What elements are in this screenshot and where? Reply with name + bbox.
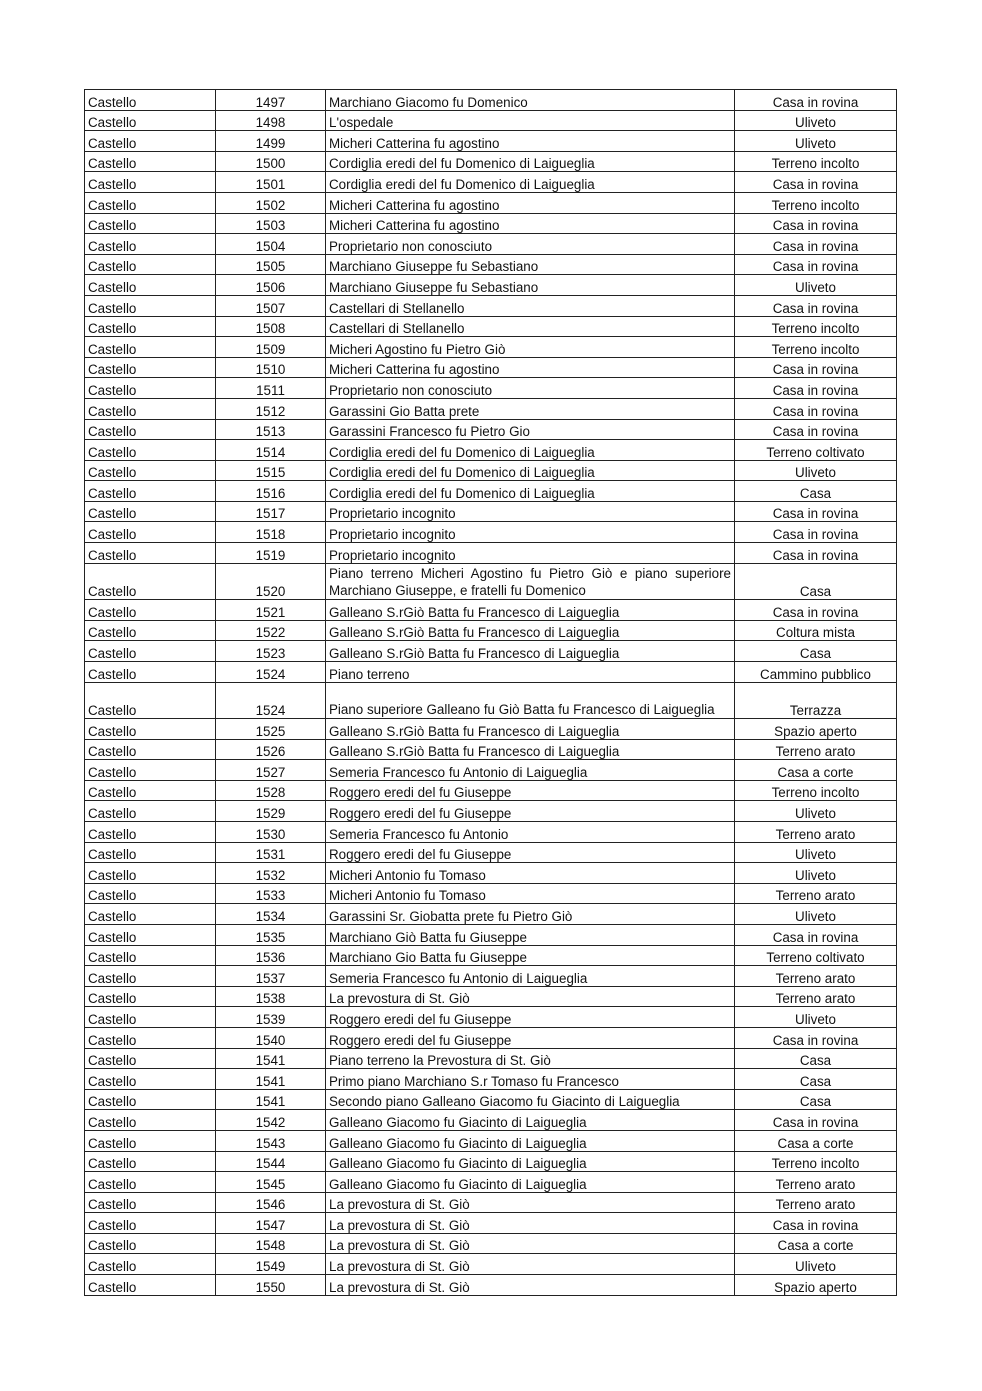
land-use-cell: Terreno incolto bbox=[735, 780, 897, 801]
table-row bbox=[85, 337, 897, 358]
parcel-number-cell: 1508 bbox=[216, 316, 326, 337]
location-cell: Castello bbox=[85, 1007, 216, 1028]
location-cell: Castello bbox=[85, 966, 216, 987]
table-row bbox=[85, 739, 897, 760]
parcel-number-cell: 1500 bbox=[216, 151, 326, 172]
land-use-cell: Uliveto bbox=[735, 110, 897, 131]
location-cell: Castello bbox=[85, 234, 216, 255]
land-use-cell: Uliveto bbox=[735, 131, 897, 152]
parcel-number-cell: 1531 bbox=[216, 842, 326, 863]
parcel-number-cell: 1522 bbox=[216, 620, 326, 641]
table-row bbox=[85, 1275, 897, 1296]
table-row bbox=[85, 1069, 897, 1090]
location-cell: Castello bbox=[85, 1027, 216, 1048]
table-row bbox=[85, 801, 897, 822]
table-row bbox=[85, 254, 897, 275]
location-cell: Castello bbox=[85, 863, 216, 884]
land-use-cell: Casa in rovina bbox=[735, 1110, 897, 1131]
parcel-number-cell: 1511 bbox=[216, 378, 326, 399]
owner-cell: Garassini Francesco fu Pietro Gio bbox=[326, 419, 735, 440]
table-row bbox=[85, 682, 897, 719]
location-cell: Castello bbox=[85, 1213, 216, 1234]
land-use-cell: Casa in rovina bbox=[735, 378, 897, 399]
parcel-number-cell: 1521 bbox=[216, 600, 326, 621]
table-row bbox=[85, 842, 897, 863]
table-row bbox=[85, 966, 897, 987]
table-row bbox=[85, 90, 897, 111]
land-use-cell: Casa bbox=[735, 641, 897, 662]
parcel-number-cell: 1532 bbox=[216, 863, 326, 884]
owner-cell: Marchiano Giò Batta fu Giuseppe bbox=[326, 924, 735, 945]
location-cell: Castello bbox=[85, 1130, 216, 1151]
parcel-number-cell: 1506 bbox=[216, 275, 326, 296]
table-row bbox=[85, 563, 897, 600]
table-row bbox=[85, 600, 897, 621]
location-cell: Castello bbox=[85, 1192, 216, 1213]
location-cell: Castello bbox=[85, 398, 216, 419]
location-cell: Castello bbox=[85, 1048, 216, 1069]
land-use-cell: Terreno arato bbox=[735, 739, 897, 760]
owner-cell: La prevostura di St. Giò bbox=[326, 1213, 735, 1234]
location-cell: Castello bbox=[85, 620, 216, 641]
land-use-cell: Casa a corte bbox=[735, 1233, 897, 1254]
land-use-cell: Casa in rovina bbox=[735, 398, 897, 419]
land-use-cell: Terreno arato bbox=[735, 986, 897, 1007]
land-use-cell: Casa in rovina bbox=[735, 234, 897, 255]
owner-cell: Semeria Francesco fu Antonio di Laigueglia bbox=[326, 966, 735, 987]
land-use-cell: Casa in rovina bbox=[735, 419, 897, 440]
location-cell: Castello bbox=[85, 192, 216, 213]
table-row bbox=[85, 760, 897, 781]
land-use-cell: Casa a corte bbox=[735, 760, 897, 781]
table-row bbox=[85, 822, 897, 843]
location-cell: Castello bbox=[85, 1275, 216, 1296]
owner-cell: Roggero eredi del fu Giuseppe bbox=[326, 780, 735, 801]
location-cell: Castello bbox=[85, 739, 216, 760]
land-use-cell: Casa in rovina bbox=[735, 254, 897, 275]
land-use-cell: Uliveto bbox=[735, 904, 897, 925]
location-cell: Castello bbox=[85, 1151, 216, 1172]
land-use-cell: Terreno coltivato bbox=[735, 945, 897, 966]
parcel-number-cell: 1541 bbox=[216, 1069, 326, 1090]
table-row bbox=[85, 151, 897, 172]
parcel-number-cell: 1537 bbox=[216, 966, 326, 987]
land-use-cell: Uliveto bbox=[735, 842, 897, 863]
table-row bbox=[85, 904, 897, 925]
owner-cell: Micheri Antonio fu Tomaso bbox=[326, 863, 735, 884]
land-use-cell: Casa a corte bbox=[735, 1130, 897, 1151]
location-cell: Castello bbox=[85, 883, 216, 904]
location-cell: Castello bbox=[85, 986, 216, 1007]
parcel-number-cell: 1514 bbox=[216, 440, 326, 461]
location-cell: Castello bbox=[85, 945, 216, 966]
table-row bbox=[85, 945, 897, 966]
land-use-cell: Uliveto bbox=[735, 1007, 897, 1028]
owner-cell: Galleano Giacomo fu Giacinto di Laigueglia bbox=[326, 1151, 735, 1172]
owner-cell: Garassini Gio Batta prete bbox=[326, 398, 735, 419]
owner-cell: Micheri Agostino fu Pietro Giò bbox=[326, 337, 735, 358]
land-use-cell: Terreno arato bbox=[735, 1192, 897, 1213]
table-row bbox=[85, 192, 897, 213]
owner-cell: Piano terreno bbox=[326, 661, 735, 682]
parcel-number-cell: 1528 bbox=[216, 780, 326, 801]
parcel-number-cell: 1539 bbox=[216, 1007, 326, 1028]
parcel-number-cell: 1513 bbox=[216, 419, 326, 440]
location-cell: Castello bbox=[85, 1089, 216, 1110]
land-use-cell: Casa in rovina bbox=[735, 295, 897, 316]
owner-cell: La prevostura di St. Giò bbox=[326, 1233, 735, 1254]
location-cell: Castello bbox=[85, 682, 216, 719]
land-use-cell: Terreno arato bbox=[735, 822, 897, 843]
parcel-number-cell: 1517 bbox=[216, 501, 326, 522]
table-row bbox=[85, 1172, 897, 1193]
table-row bbox=[85, 986, 897, 1007]
land-use-cell: Terreno coltivato bbox=[735, 440, 897, 461]
owner-cell: Marchiano Gio Batta fu Giuseppe bbox=[326, 945, 735, 966]
parcel-number-cell: 1512 bbox=[216, 398, 326, 419]
owner-cell: Marchiano Giuseppe fu Sebastiano bbox=[326, 275, 735, 296]
owner-cell: Roggero eredi del fu Giuseppe bbox=[326, 1007, 735, 1028]
table-row bbox=[85, 275, 897, 296]
land-use-cell: Uliveto bbox=[735, 1254, 897, 1275]
table-row bbox=[85, 501, 897, 522]
land-use-cell: Casa bbox=[735, 1089, 897, 1110]
location-cell: Castello bbox=[85, 543, 216, 564]
owner-cell: La prevostura di St. Giò bbox=[326, 986, 735, 1007]
table-row bbox=[85, 1213, 897, 1234]
parcel-number-cell: 1533 bbox=[216, 883, 326, 904]
land-use-cell: Casa in rovina bbox=[735, 600, 897, 621]
owner-cell: Marchiano Giuseppe fu Sebastiano bbox=[326, 254, 735, 275]
owner-cell: Cordiglia eredi del fu Domenico di Laigueglia bbox=[326, 481, 735, 502]
land-use-cell: Casa in rovina bbox=[735, 1213, 897, 1234]
land-use-cell: Casa in rovina bbox=[735, 1027, 897, 1048]
owner-cell: Micheri Catterina fu agostino bbox=[326, 131, 735, 152]
location-cell: Castello bbox=[85, 440, 216, 461]
table-row bbox=[85, 357, 897, 378]
table-row bbox=[85, 131, 897, 152]
location-cell: Castello bbox=[85, 90, 216, 111]
parcel-number-cell: 1503 bbox=[216, 213, 326, 234]
owner-cell: Semeria Francesco fu Antonio di Laigueglia bbox=[326, 760, 735, 781]
table-row bbox=[85, 620, 897, 641]
parcel-number-cell: 1507 bbox=[216, 295, 326, 316]
land-use-cell: Spazio aperto bbox=[735, 1275, 897, 1296]
owner-cell: Galleano S.rGiò Batta fu Francesco di Laigueglia bbox=[326, 739, 735, 760]
owner-cell: Micheri Antonio fu Tomaso bbox=[326, 883, 735, 904]
table-row bbox=[85, 641, 897, 662]
land-use-cell: Terreno incolto bbox=[735, 192, 897, 213]
land-use-cell: Terreno incolto bbox=[735, 151, 897, 172]
table-row bbox=[85, 378, 897, 399]
location-cell: Castello bbox=[85, 316, 216, 337]
location-cell: Castello bbox=[85, 172, 216, 193]
owner-cell: Cordiglia eredi del fu Domenico di Laigueglia bbox=[326, 172, 735, 193]
owner-cell: Galleano Giacomo fu Giacinto di Laigueglia bbox=[326, 1172, 735, 1193]
parcel-number-cell: 1543 bbox=[216, 1130, 326, 1151]
table-row bbox=[85, 883, 897, 904]
parcel-number-cell: 1550 bbox=[216, 1275, 326, 1296]
owner-cell: Piano superiore Galleano fu Giò Batta fu Francesco di Laigueglia bbox=[326, 682, 735, 719]
parcel-number-cell: 1536 bbox=[216, 945, 326, 966]
owner-cell: Proprietario non conosciuto bbox=[326, 378, 735, 399]
owner-cell: Roggero eredi del fu Giuseppe bbox=[326, 842, 735, 863]
land-use-cell: Terreno arato bbox=[735, 883, 897, 904]
owner-cell: Galleano S.rGiò Batta fu Francesco di Laigueglia bbox=[326, 719, 735, 740]
owner-cell: La prevostura di St. Giò bbox=[326, 1192, 735, 1213]
table-row bbox=[85, 1027, 897, 1048]
owner-cell: Semeria Francesco fu Antonio bbox=[326, 822, 735, 843]
owner-cell: Garassini Sr. Giobatta prete fu Pietro Giò bbox=[326, 904, 735, 925]
owner-cell: Galleano Giacomo fu Giacinto di Laigueglia bbox=[326, 1130, 735, 1151]
parcel-number-cell: 1524 bbox=[216, 661, 326, 682]
table-row bbox=[85, 460, 897, 481]
parcel-number-cell: 1544 bbox=[216, 1151, 326, 1172]
location-cell: Castello bbox=[85, 1069, 216, 1090]
owner-cell: Primo piano Marchiano S.r Tomaso fu Francesco bbox=[326, 1069, 735, 1090]
land-use-cell: Coltura mista bbox=[735, 620, 897, 641]
table-row bbox=[85, 780, 897, 801]
land-use-cell: Casa in rovina bbox=[735, 172, 897, 193]
table-row bbox=[85, 172, 897, 193]
land-use-cell: Casa bbox=[735, 1069, 897, 1090]
land-use-cell: Casa in rovina bbox=[735, 90, 897, 111]
parcel-number-cell: 1534 bbox=[216, 904, 326, 925]
parcel-number-cell: 1502 bbox=[216, 192, 326, 213]
land-use-cell: Casa in rovina bbox=[735, 543, 897, 564]
parcel-number-cell: 1542 bbox=[216, 1110, 326, 1131]
owner-cell: Castellari di Stellanello bbox=[326, 295, 735, 316]
location-cell: Castello bbox=[85, 501, 216, 522]
table-row bbox=[85, 110, 897, 131]
owner-cell: Galleano S.rGiò Batta fu Francesco di Laigueglia bbox=[326, 620, 735, 641]
table-row bbox=[85, 1048, 897, 1069]
location-cell: Castello bbox=[85, 904, 216, 925]
owner-cell: L'ospedale bbox=[326, 110, 735, 131]
table-row bbox=[85, 1254, 897, 1275]
parcel-number-cell: 1504 bbox=[216, 234, 326, 255]
table-row bbox=[85, 1192, 897, 1213]
table-body bbox=[85, 90, 897, 1296]
parcel-number-cell: 1541 bbox=[216, 1048, 326, 1069]
location-cell: Castello bbox=[85, 378, 216, 399]
location-cell: Castello bbox=[85, 924, 216, 945]
location-cell: Castello bbox=[85, 110, 216, 131]
table-row bbox=[85, 1233, 897, 1254]
land-use-cell: Casa bbox=[735, 481, 897, 502]
location-cell: Castello bbox=[85, 460, 216, 481]
location-cell: Castello bbox=[85, 254, 216, 275]
location-cell: Castello bbox=[85, 1254, 216, 1275]
table-row bbox=[85, 661, 897, 682]
owner-cell: Piano terreno Micheri Agostino fu Pietro Giò e piano superiore Marchiano Giuseppe, e fratelli fu Domenico bbox=[326, 563, 735, 600]
land-use-cell: Uliveto bbox=[735, 863, 897, 884]
parcel-number-cell: 1530 bbox=[216, 822, 326, 843]
land-use-cell: Casa in rovina bbox=[735, 357, 897, 378]
land-use-cell: Uliveto bbox=[735, 460, 897, 481]
table-row bbox=[85, 234, 897, 255]
owner-cell: Secondo piano Galleano Giacomo fu Giacinto di Laigueglia bbox=[326, 1089, 735, 1110]
table-row bbox=[85, 295, 897, 316]
owner-cell: Proprietario non conosciuto bbox=[326, 234, 735, 255]
location-cell: Castello bbox=[85, 481, 216, 502]
parcel-number-cell: 1499 bbox=[216, 131, 326, 152]
parcel-number-cell: 1519 bbox=[216, 543, 326, 564]
parcel-number-cell: 1498 bbox=[216, 110, 326, 131]
owner-cell: Proprietario incognito bbox=[326, 522, 735, 543]
land-use-cell: Casa in rovina bbox=[735, 501, 897, 522]
location-cell: Castello bbox=[85, 1110, 216, 1131]
location-cell: Castello bbox=[85, 822, 216, 843]
parcel-number-cell: 1526 bbox=[216, 739, 326, 760]
owner-cell: Proprietario incognito bbox=[326, 543, 735, 564]
location-cell: Castello bbox=[85, 1172, 216, 1193]
land-use-cell: Casa in rovina bbox=[735, 522, 897, 543]
table-row bbox=[85, 481, 897, 502]
land-use-cell: Casa bbox=[735, 1048, 897, 1069]
owner-cell: Castellari di Stellanello bbox=[326, 316, 735, 337]
parcel-number-cell: 1515 bbox=[216, 460, 326, 481]
owner-cell: Galleano S.rGiò Batta fu Francesco di Laigueglia bbox=[326, 641, 735, 662]
table-row bbox=[85, 213, 897, 234]
parcel-number-cell: 1518 bbox=[216, 522, 326, 543]
table-row bbox=[85, 316, 897, 337]
land-use-cell: Casa in rovina bbox=[735, 213, 897, 234]
owner-cell: Cordiglia eredi del fu Domenico di Laigueglia bbox=[326, 460, 735, 481]
table-row bbox=[85, 440, 897, 461]
land-use-cell: Cammino pubblico bbox=[735, 661, 897, 682]
land-use-cell: Terreno arato bbox=[735, 1172, 897, 1193]
owner-cell: Marchiano Giacomo fu Domenico bbox=[326, 90, 735, 111]
owner-cell: Micheri Catterina fu agostino bbox=[326, 357, 735, 378]
land-use-cell: Terreno arato bbox=[735, 966, 897, 987]
location-cell: Castello bbox=[85, 719, 216, 740]
owner-cell: Galleano S.rGiò Batta fu Francesco di Laigueglia bbox=[326, 600, 735, 621]
location-cell: Castello bbox=[85, 563, 216, 600]
table-row bbox=[85, 522, 897, 543]
land-use-cell: Uliveto bbox=[735, 275, 897, 296]
parcel-number-cell: 1547 bbox=[216, 1213, 326, 1234]
table-row bbox=[85, 1110, 897, 1131]
table-row bbox=[85, 863, 897, 884]
location-cell: Castello bbox=[85, 151, 216, 172]
table-row bbox=[85, 1089, 897, 1110]
parcel-number-cell: 1497 bbox=[216, 90, 326, 111]
parcel-number-cell: 1524 bbox=[216, 682, 326, 719]
table-row bbox=[85, 1151, 897, 1172]
parcel-number-cell: 1535 bbox=[216, 924, 326, 945]
parcel-number-cell: 1523 bbox=[216, 641, 326, 662]
parcel-number-cell: 1520 bbox=[216, 563, 326, 600]
parcel-number-cell: 1545 bbox=[216, 1172, 326, 1193]
location-cell: Castello bbox=[85, 661, 216, 682]
location-cell: Castello bbox=[85, 522, 216, 543]
parcel-number-cell: 1546 bbox=[216, 1192, 326, 1213]
owner-cell: Cordiglia eredi del fu Domenico di Laigueglia bbox=[326, 151, 735, 172]
parcel-number-cell: 1527 bbox=[216, 760, 326, 781]
location-cell: Castello bbox=[85, 641, 216, 662]
owner-cell: Galleano Giacomo fu Giacinto di Laigueglia bbox=[326, 1110, 735, 1131]
owner-cell: Piano terreno la Prevostura di St. Giò bbox=[326, 1048, 735, 1069]
owner-cell: Roggero eredi del fu Giuseppe bbox=[326, 1027, 735, 1048]
location-cell: Castello bbox=[85, 780, 216, 801]
land-use-cell: Terreno incolto bbox=[735, 1151, 897, 1172]
parcel-number-cell: 1516 bbox=[216, 481, 326, 502]
parcel-number-cell: 1538 bbox=[216, 986, 326, 1007]
location-cell: Castello bbox=[85, 357, 216, 378]
owner-cell: Cordiglia eredi del fu Domenico di Laigueglia bbox=[326, 440, 735, 461]
location-cell: Castello bbox=[85, 419, 216, 440]
land-use-cell: Terreno incolto bbox=[735, 337, 897, 358]
land-use-cell: Spazio aperto bbox=[735, 719, 897, 740]
parcel-number-cell: 1509 bbox=[216, 337, 326, 358]
table-row bbox=[85, 543, 897, 564]
parcel-number-cell: 1501 bbox=[216, 172, 326, 193]
location-cell: Castello bbox=[85, 760, 216, 781]
location-cell: Castello bbox=[85, 600, 216, 621]
owner-cell: La prevostura di St. Giò bbox=[326, 1254, 735, 1275]
owner-cell: La prevostura di St. Giò bbox=[326, 1275, 735, 1296]
location-cell: Castello bbox=[85, 131, 216, 152]
table-row bbox=[85, 1130, 897, 1151]
parcel-number-cell: 1549 bbox=[216, 1254, 326, 1275]
land-register-table bbox=[84, 89, 897, 1296]
location-cell: Castello bbox=[85, 801, 216, 822]
location-cell: Castello bbox=[85, 275, 216, 296]
owner-cell: Proprietario incognito bbox=[326, 501, 735, 522]
parcel-number-cell: 1525 bbox=[216, 719, 326, 740]
location-cell: Castello bbox=[85, 337, 216, 358]
land-use-cell: Uliveto bbox=[735, 801, 897, 822]
land-use-cell: Terrazza bbox=[735, 682, 897, 719]
table-row bbox=[85, 719, 897, 740]
location-cell: Castello bbox=[85, 213, 216, 234]
land-use-cell: Casa bbox=[735, 563, 897, 600]
owner-cell: Roggero eredi del fu Giuseppe bbox=[326, 801, 735, 822]
parcel-number-cell: 1548 bbox=[216, 1233, 326, 1254]
parcel-number-cell: 1540 bbox=[216, 1027, 326, 1048]
owner-cell: Micheri Catterina fu agostino bbox=[326, 192, 735, 213]
parcel-number-cell: 1541 bbox=[216, 1089, 326, 1110]
land-use-cell: Casa in rovina bbox=[735, 924, 897, 945]
table-row bbox=[85, 924, 897, 945]
land-use-cell: Terreno incolto bbox=[735, 316, 897, 337]
table-row bbox=[85, 1007, 897, 1028]
owner-cell: Micheri Catterina fu agostino bbox=[326, 213, 735, 234]
location-cell: Castello bbox=[85, 295, 216, 316]
parcel-number-cell: 1529 bbox=[216, 801, 326, 822]
parcel-number-cell: 1510 bbox=[216, 357, 326, 378]
location-cell: Castello bbox=[85, 1233, 216, 1254]
location-cell: Castello bbox=[85, 842, 216, 863]
parcel-number-cell: 1505 bbox=[216, 254, 326, 275]
table-row bbox=[85, 398, 897, 419]
table-row bbox=[85, 419, 897, 440]
